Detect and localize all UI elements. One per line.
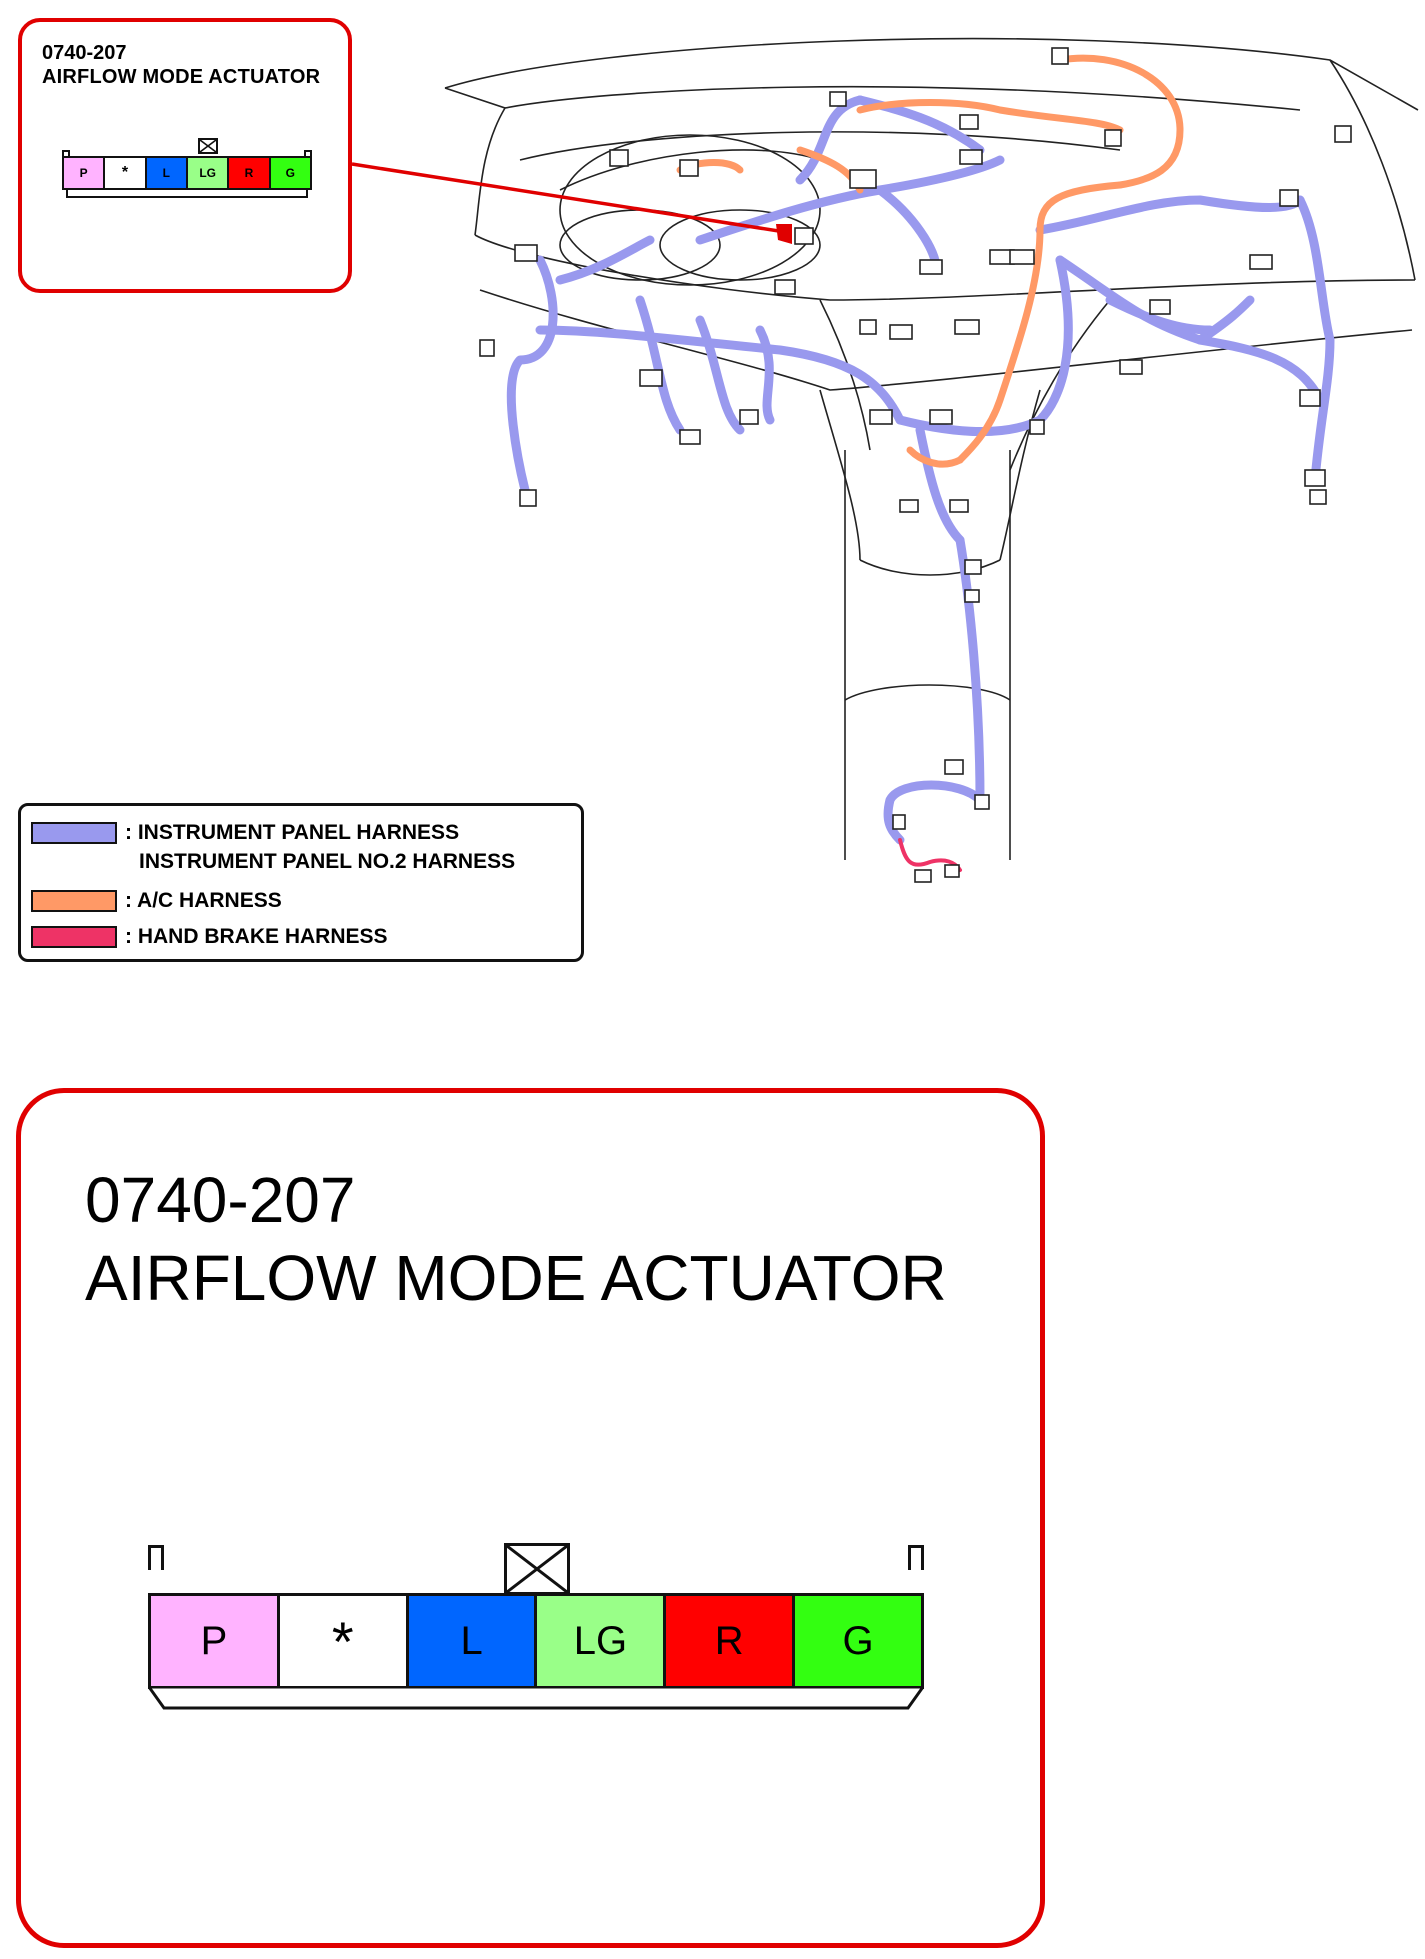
legend-item-ip-harness <box>31 820 459 846</box>
pin-g: G <box>795 1596 921 1686</box>
legend-label-ip-no2: INSTRUMENT PANEL NO.2 HARNESS <box>139 850 516 873</box>
part-code-large: 0740-207 <box>85 1164 356 1236</box>
pin-p-small: P <box>64 158 105 188</box>
part-name-small: AIRFLOW MODE ACTUATOR <box>42 66 321 88</box>
connector-pins-small <box>62 156 312 190</box>
part-name-large: AIRFLOW MODE ACTUATOR <box>85 1242 947 1314</box>
pin-g-small: G <box>271 158 310 188</box>
ip-harness-traces <box>511 100 1330 840</box>
boxed-x-icon <box>198 138 218 154</box>
legend-swatch-ip <box>31 822 117 844</box>
connector-pins-large <box>148 1593 924 1689</box>
pin-r: R <box>666 1596 795 1686</box>
legend-swatch-ac <box>31 890 117 912</box>
connector-small <box>62 156 312 200</box>
part-code-small: 0740-207 <box>42 42 127 64</box>
legend-label-ip: : INSTRUMENT PANEL HARNESS <box>125 821 460 844</box>
pin-p: P <box>151 1596 280 1686</box>
pin-l-small: L <box>147 158 188 188</box>
pin-lg-small: LG <box>188 158 229 188</box>
legend-label-ac: : A/C HARNESS <box>125 889 282 912</box>
connector-tab-left <box>148 1545 164 1570</box>
legend-item-ac-harness <box>31 888 282 914</box>
boxed-x-icon <box>504 1543 570 1595</box>
connector-base-large <box>148 1686 924 1710</box>
pin-l: L <box>409 1596 538 1686</box>
pin-r-small: R <box>229 158 270 188</box>
connector-tab-right <box>908 1545 924 1570</box>
pin-star: * <box>280 1596 409 1686</box>
callout-large <box>16 1088 1045 1948</box>
harness-connectors <box>480 48 1351 882</box>
dashboard-outline <box>445 39 1418 860</box>
harness-legend <box>18 803 584 962</box>
connector-large <box>148 1545 924 1695</box>
legend-swatch-hand-brake <box>31 926 117 948</box>
callout-small <box>18 18 352 293</box>
connector-base-small <box>66 190 308 198</box>
legend-item-hand-brake-harness <box>31 924 388 950</box>
legend-label-hand-brake: : HAND BRAKE HARNESS <box>125 925 388 948</box>
pin-star-small: * <box>105 158 146 188</box>
pin-lg: LG <box>537 1596 666 1686</box>
